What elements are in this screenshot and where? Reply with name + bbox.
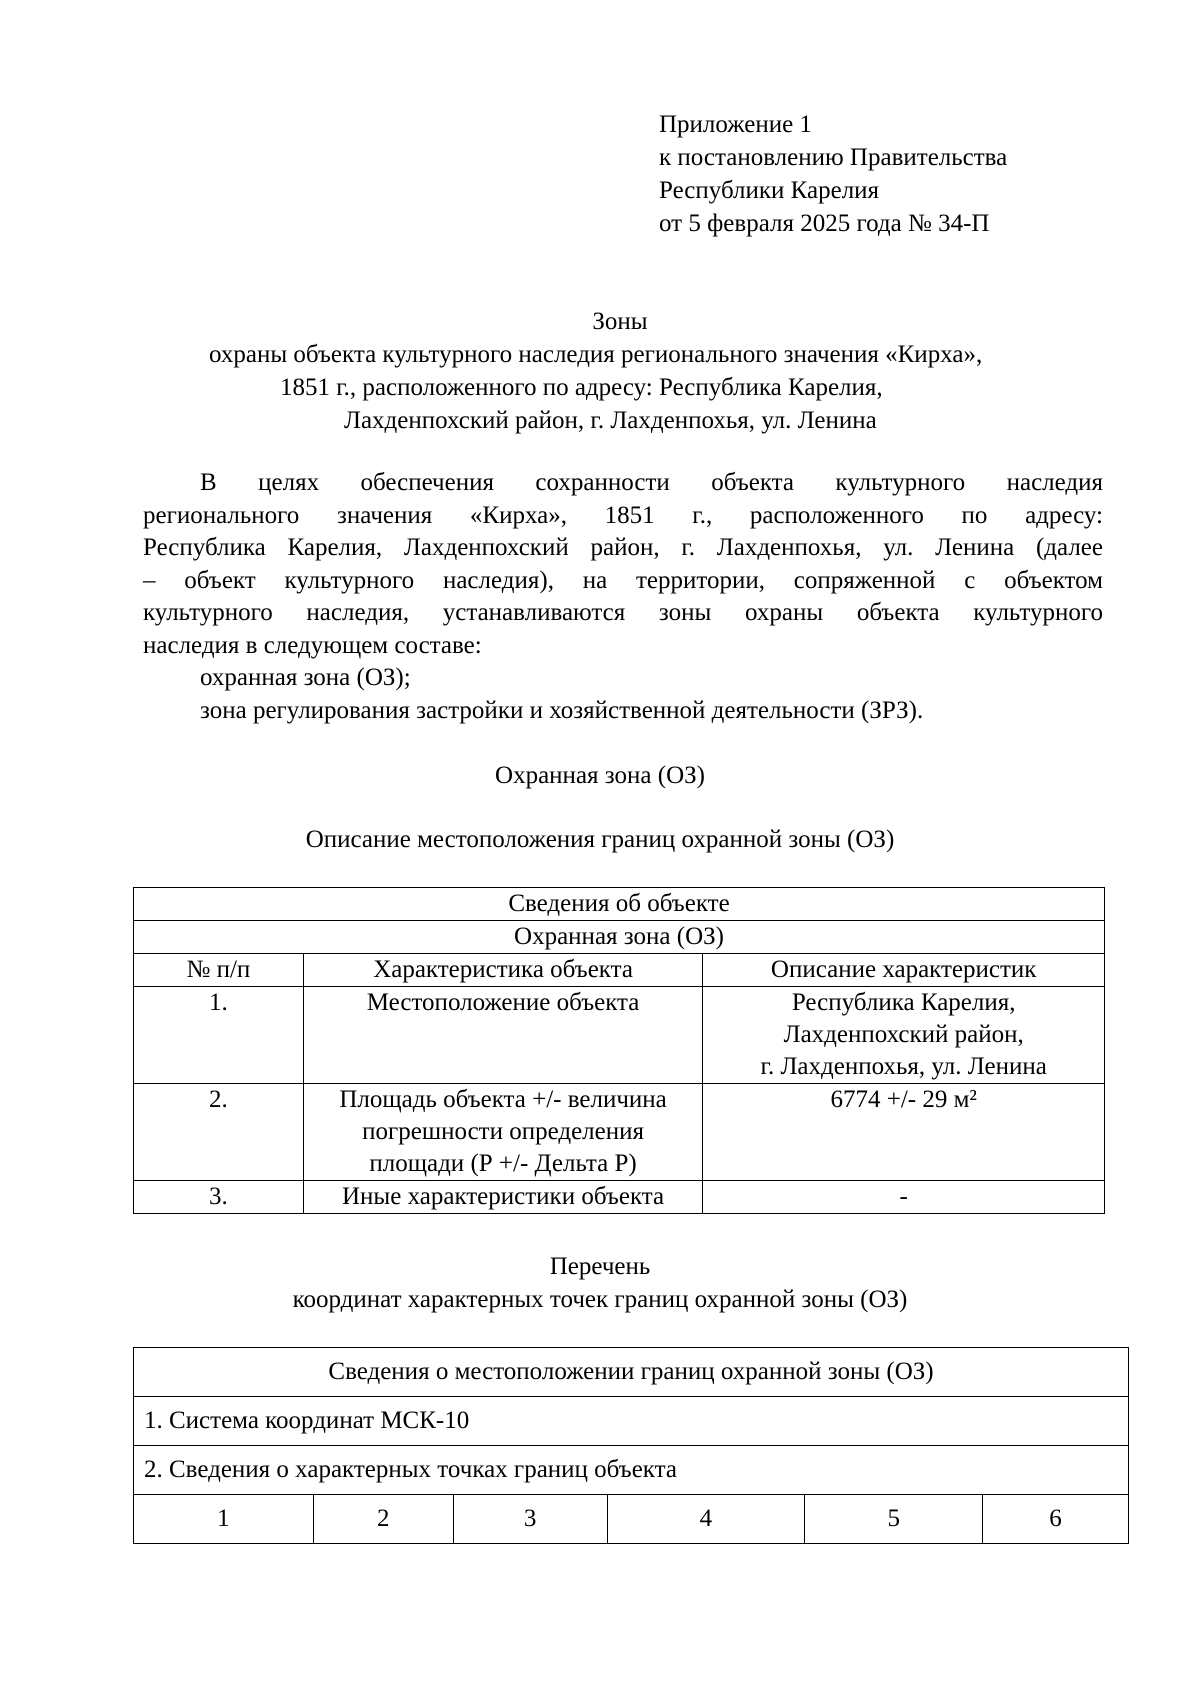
row-number: 2. (134, 1084, 304, 1181)
description-heading: Описание местоположения границ охранной зоны (ОЗ) (305, 826, 895, 853)
cell-line: - (899, 1183, 908, 1210)
row-number: 3. (134, 1181, 304, 1214)
table-subheader: Охранная зона (ОЗ) (134, 921, 1105, 954)
list-heading-line: координат характерных точек границ охранной зоны (ОЗ) (292, 1286, 908, 1313)
table-header: Сведения о местоположении границ охранной зоны (ОЗ) (134, 1348, 1129, 1397)
row-characteristic (303, 987, 703, 1084)
row-characteristic (303, 1181, 703, 1214)
paragraph-line: – объект культурного наследия), на территории, сопряженной с объектом (143, 566, 1103, 594)
cell-line: площади (Р +/- Дельта Р) (369, 1150, 637, 1177)
paragraph-line: В целях обеспечения сохранности объекта культурного наследия (200, 469, 1103, 496)
table-row (134, 1181, 1105, 1214)
paragraph-line: Республика Карелия, Лахденпохский район, г. Лахденпохья, ул. Ленина (далее (143, 534, 1103, 561)
table-header: Сведения об объекте (134, 888, 1105, 921)
column-number-row (134, 1495, 1129, 1544)
cell-line: Республика Карелия, (791, 989, 1016, 1016)
list-heading-line: Перечень (549, 1253, 651, 1280)
table-column-headers (134, 954, 1105, 987)
appendix-line: Республики Карелия (659, 177, 880, 204)
cell-line: Иные характеристики объекта (342, 1183, 665, 1210)
document-title (0, 305, 1200, 434)
table-row (134, 987, 1105, 1084)
row-description (703, 1181, 1105, 1214)
intro-paragraph (143, 467, 1103, 727)
row-number: 1. (134, 987, 304, 1084)
appendix-line: от 5 февраля 2025 года № 34-П (659, 210, 990, 237)
appendix-line: Приложение 1 (659, 111, 812, 138)
boundary-points-row: 2. Сведения о характерных точках границ объекта (134, 1446, 1129, 1495)
table-row (134, 1084, 1105, 1181)
paragraph-line: культурного наследия, устанавливаются зоны охраны объекта культурного (143, 599, 1103, 626)
appendix-line: к постановлению Правительства (659, 144, 1008, 171)
column-number: 4 (607, 1495, 805, 1544)
column-number: 1 (134, 1495, 314, 1544)
row-characteristic (303, 1084, 703, 1181)
zone-list-item: зона регулирования застройки и хозяйственной деятельности (ЗРЗ). (200, 696, 924, 724)
cell-line: Местоположение объекта (366, 989, 640, 1016)
title-line: охраны объекта культурного наследия регионального значения «Кирха», (209, 341, 983, 368)
paragraph-line: регионального значения «Кирха», 1851 г., расположенного по адресу: (143, 501, 1103, 529)
title-line: Лахденпохский район, г. Лахденпохья, ул. Ленина (344, 407, 877, 434)
column-number: 3 (453, 1495, 607, 1544)
paragraph-line: наследия в следующем составе: (143, 631, 482, 659)
column-header: Характеристика объекта (303, 954, 703, 987)
column-number: 5 (805, 1495, 983, 1544)
coordinates-table (133, 1347, 1129, 1544)
appendix-reference (659, 108, 1007, 240)
zone-list-item: охранная зона (ОЗ); (200, 664, 411, 691)
row-description (703, 987, 1105, 1084)
cell-line: г. Лахденпохья, ул. Ленина (760, 1053, 1047, 1080)
title-line: Зоны (592, 308, 648, 335)
object-info-table (133, 887, 1105, 1214)
cell-line: Лахденпохский район, (783, 1021, 1024, 1048)
cell-line: погрешности определения (362, 1118, 645, 1145)
column-header: № п/п (134, 954, 304, 987)
column-header: Описание характеристик (703, 954, 1105, 987)
coordinate-system-row: 1. Система координат МСК-10 (134, 1397, 1129, 1446)
column-number: 6 (983, 1495, 1129, 1544)
column-number: 2 (313, 1495, 453, 1544)
title-line: 1851 г., расположенного по адресу: Республика Карелия, (280, 374, 883, 401)
cell-line: 6774 +/- 29 м² (830, 1086, 977, 1113)
section-heading: Охранная зона (ОЗ) (495, 762, 705, 789)
row-description (703, 1084, 1105, 1181)
cell-line: Площадь объекта +/- величина (339, 1086, 667, 1113)
